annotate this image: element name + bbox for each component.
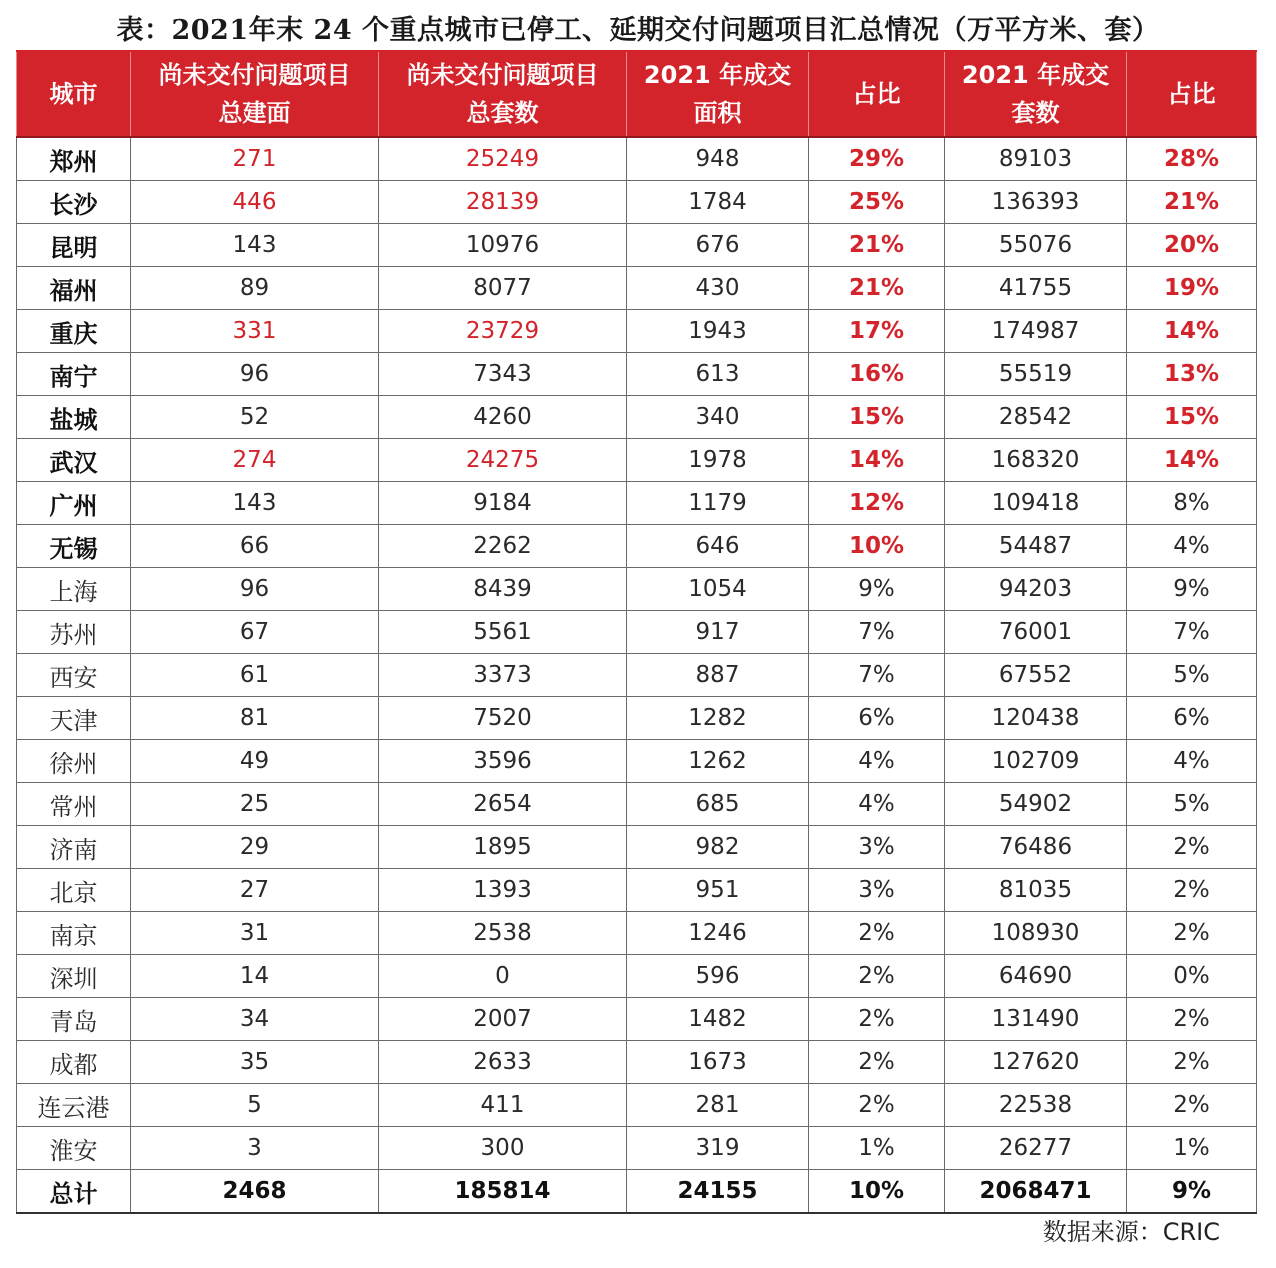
cell-total-units: 25249 [379, 137, 627, 181]
cell-units-share: 4% [1127, 525, 1257, 568]
cell-total-floor-area: 3 [131, 1127, 379, 1170]
cell-city: 重庆 [17, 310, 131, 353]
cell-total-units: 2654 [379, 783, 627, 826]
cell-city: 济南 [17, 826, 131, 869]
cell-sales-units: 76001 [945, 611, 1127, 654]
cell-total-units: 28139 [379, 181, 627, 224]
table-row [17, 396, 1257, 439]
cell-city: 北京 [17, 869, 131, 912]
table-row [17, 654, 1257, 697]
cell-total-floor-area: 29 [131, 826, 379, 869]
cell-units-share: 2% [1127, 912, 1257, 955]
cell-area-share: 29% [809, 137, 945, 181]
cell-sales-units: 54902 [945, 783, 1127, 826]
header-2021-sales-units: 2021 年成交 套数 [945, 51, 1127, 137]
cell-area-share: 6% [809, 697, 945, 740]
cell-area-share: 21% [809, 267, 945, 310]
cell-sales-units: 94203 [945, 568, 1127, 611]
cell-sales-area: 646 [627, 525, 809, 568]
cell-city: 盐城 [17, 396, 131, 439]
cell-units-share: 5% [1127, 783, 1257, 826]
cell-sales-area: 685 [627, 783, 809, 826]
cell-units-share: 28% [1127, 137, 1257, 181]
cell-sales-units: 109418 [945, 482, 1127, 525]
cell-total-floor-area: 52 [131, 396, 379, 439]
cell-area-share: 25% [809, 181, 945, 224]
cell-city: 上海 [17, 568, 131, 611]
cell-sales-area: 1673 [627, 1041, 809, 1084]
header-row [17, 51, 1257, 137]
cell-city: 徐州 [17, 740, 131, 783]
total-cell-total-units: 185814 [379, 1170, 627, 1214]
cell-area-share: 7% [809, 654, 945, 697]
total-cell-sales-area: 24155 [627, 1170, 809, 1214]
table-title: 表：2021年末 24 个重点城市已停工、延期交付问题项目汇总情况（万平方米、套） [116, 15, 1160, 46]
cell-total-units: 1895 [379, 826, 627, 869]
cell-total-floor-area: 274 [131, 439, 379, 482]
cell-total-units: 2262 [379, 525, 627, 568]
cell-city: 成都 [17, 1041, 131, 1084]
cell-city: 长沙 [17, 181, 131, 224]
cell-sales-units: 108930 [945, 912, 1127, 955]
cell-units-share: 20% [1127, 224, 1257, 267]
cell-total-floor-area: 5 [131, 1084, 379, 1127]
cell-city: 无锡 [17, 525, 131, 568]
cell-total-floor-area: 67 [131, 611, 379, 654]
cell-city: 深圳 [17, 955, 131, 998]
total-cell-city: 总计 [17, 1170, 131, 1214]
cell-total-units: 1393 [379, 869, 627, 912]
cell-units-share: 5% [1127, 654, 1257, 697]
table-row [17, 740, 1257, 783]
cell-sales-area: 1054 [627, 568, 809, 611]
table-row [17, 267, 1257, 310]
cell-sales-area: 1943 [627, 310, 809, 353]
table-row [17, 697, 1257, 740]
cell-area-share: 4% [809, 783, 945, 826]
cell-area-share: 2% [809, 912, 945, 955]
cell-total-units: 2007 [379, 998, 627, 1041]
cell-total-floor-area: 143 [131, 482, 379, 525]
cell-city: 天津 [17, 697, 131, 740]
cell-total-floor-area: 143 [131, 224, 379, 267]
cell-area-share: 10% [809, 525, 945, 568]
cell-total-floor-area: 331 [131, 310, 379, 353]
cell-total-units: 300 [379, 1127, 627, 1170]
table-row [17, 137, 1257, 181]
cell-area-share: 2% [809, 955, 945, 998]
cell-city: 青岛 [17, 998, 131, 1041]
cell-sales-units: 127620 [945, 1041, 1127, 1084]
cell-city: 连云港 [17, 1084, 131, 1127]
cell-city: 南京 [17, 912, 131, 955]
cell-total-floor-area: 35 [131, 1041, 379, 1084]
cell-sales-units: 76486 [945, 826, 1127, 869]
cell-sales-units: 136393 [945, 181, 1127, 224]
cell-units-share: 8% [1127, 482, 1257, 525]
cell-sales-units: 89103 [945, 137, 1127, 181]
cell-total-floor-area: 34 [131, 998, 379, 1041]
cell-area-share: 2% [809, 1084, 945, 1127]
cell-total-units: 10976 [379, 224, 627, 267]
total-cell-sales-units: 2068471 [945, 1170, 1127, 1214]
cell-city: 福州 [17, 267, 131, 310]
cell-area-share: 21% [809, 224, 945, 267]
cell-sales-area: 1978 [627, 439, 809, 482]
header-2021-sales-area: 2021 年成交 面积 [627, 51, 809, 137]
table-row [17, 998, 1257, 1041]
cell-total-floor-area: 14 [131, 955, 379, 998]
table-row [17, 439, 1257, 482]
cell-area-share: 4% [809, 740, 945, 783]
cell-units-share: 2% [1127, 869, 1257, 912]
table-row [17, 955, 1257, 998]
total-row [17, 1170, 1257, 1214]
cell-total-units: 3596 [379, 740, 627, 783]
cell-area-share: 16% [809, 353, 945, 396]
cell-sales-area: 1784 [627, 181, 809, 224]
table-row [17, 1127, 1257, 1170]
table-row [17, 783, 1257, 826]
cell-units-share: 9% [1127, 568, 1257, 611]
header-city: 城市 [17, 51, 131, 137]
table-row [17, 525, 1257, 568]
cell-total-units: 2538 [379, 912, 627, 955]
cell-total-floor-area: 271 [131, 137, 379, 181]
cell-sales-area: 951 [627, 869, 809, 912]
cell-sales-units: 64690 [945, 955, 1127, 998]
cell-total-floor-area: 66 [131, 525, 379, 568]
cell-city: 西安 [17, 654, 131, 697]
cell-area-share: 17% [809, 310, 945, 353]
cell-units-share: 14% [1127, 310, 1257, 353]
cell-city: 武汉 [17, 439, 131, 482]
header-area-share: 占比 [809, 51, 945, 137]
cell-total-units: 8077 [379, 267, 627, 310]
total-cell-units-share: 9% [1127, 1170, 1257, 1214]
cell-units-share: 2% [1127, 1084, 1257, 1127]
cell-total-units: 3373 [379, 654, 627, 697]
table-row [17, 611, 1257, 654]
cell-sales-area: 430 [627, 267, 809, 310]
cell-total-units: 7520 [379, 697, 627, 740]
cell-total-units: 24275 [379, 439, 627, 482]
cell-total-floor-area: 81 [131, 697, 379, 740]
cell-units-share: 21% [1127, 181, 1257, 224]
cell-city: 南宁 [17, 353, 131, 396]
table-row [17, 482, 1257, 525]
table-row [17, 1041, 1257, 1084]
table-row [17, 869, 1257, 912]
cell-total-floor-area: 27 [131, 869, 379, 912]
cell-area-share: 14% [809, 439, 945, 482]
cell-area-share: 2% [809, 998, 945, 1041]
cell-total-floor-area: 61 [131, 654, 379, 697]
cell-sales-units: 22538 [945, 1084, 1127, 1127]
table-row [17, 181, 1257, 224]
cell-city: 苏州 [17, 611, 131, 654]
cell-sales-units: 26277 [945, 1127, 1127, 1170]
cell-units-share: 2% [1127, 826, 1257, 869]
cell-city: 广州 [17, 482, 131, 525]
cell-total-units: 4260 [379, 396, 627, 439]
cell-sales-units: 102709 [945, 740, 1127, 783]
cell-total-floor-area: 25 [131, 783, 379, 826]
cell-sales-area: 1262 [627, 740, 809, 783]
cell-units-share: 0% [1127, 955, 1257, 998]
cell-sales-area: 340 [627, 396, 809, 439]
cell-units-share: 6% [1127, 697, 1257, 740]
cell-units-share: 2% [1127, 998, 1257, 1041]
cell-total-floor-area: 49 [131, 740, 379, 783]
cell-sales-area: 982 [627, 826, 809, 869]
cell-total-floor-area: 96 [131, 568, 379, 611]
table-row [17, 912, 1257, 955]
cell-sales-area: 596 [627, 955, 809, 998]
cell-sales-units: 55076 [945, 224, 1127, 267]
table-row [17, 224, 1257, 267]
cell-units-share: 19% [1127, 267, 1257, 310]
cell-total-floor-area: 31 [131, 912, 379, 955]
cell-total-units: 411 [379, 1084, 627, 1127]
cell-total-units: 0 [379, 955, 627, 998]
cell-units-share: 2% [1127, 1041, 1257, 1084]
cell-units-share: 14% [1127, 439, 1257, 482]
cell-sales-units: 131490 [945, 998, 1127, 1041]
table-body [17, 137, 1257, 1213]
cell-sales-area: 1246 [627, 912, 809, 955]
cell-city: 淮安 [17, 1127, 131, 1170]
cell-sales-units: 174987 [945, 310, 1127, 353]
table-row [17, 826, 1257, 869]
cell-total-floor-area: 96 [131, 353, 379, 396]
table-row [17, 353, 1257, 396]
cell-units-share: 15% [1127, 396, 1257, 439]
cell-sales-area: 948 [627, 137, 809, 181]
cell-sales-units: 120438 [945, 697, 1127, 740]
cell-area-share: 2% [809, 1041, 945, 1084]
cell-sales-area: 1282 [627, 697, 809, 740]
cell-city: 昆明 [17, 224, 131, 267]
header-units-share: 占比 [1127, 51, 1257, 137]
cell-units-share: 4% [1127, 740, 1257, 783]
cell-sales-units: 67552 [945, 654, 1127, 697]
cell-area-share: 15% [809, 396, 945, 439]
cell-total-units: 8439 [379, 568, 627, 611]
cell-sales-area: 1179 [627, 482, 809, 525]
cell-area-share: 3% [809, 826, 945, 869]
header-total-units: 尚未交付问题项目 总套数 [379, 51, 627, 137]
cell-sales-units: 54487 [945, 525, 1127, 568]
table-row [17, 568, 1257, 611]
cell-total-floor-area: 446 [131, 181, 379, 224]
cell-sales-area: 1482 [627, 998, 809, 1041]
cell-area-share: 12% [809, 482, 945, 525]
cell-city: 常州 [17, 783, 131, 826]
cell-sales-units: 81035 [945, 869, 1127, 912]
cell-sales-units: 28542 [945, 396, 1127, 439]
cell-sales-units: 168320 [945, 439, 1127, 482]
cell-sales-area: 887 [627, 654, 809, 697]
cell-sales-units: 55519 [945, 353, 1127, 396]
total-cell-area-share: 10% [809, 1170, 945, 1214]
cell-total-units: 2633 [379, 1041, 627, 1084]
cell-units-share: 7% [1127, 611, 1257, 654]
cell-sales-area: 676 [627, 224, 809, 267]
table-row [17, 310, 1257, 353]
data-source-note: 数据来源：CRIC [1042, 1218, 1220, 1246]
table-row [17, 1084, 1257, 1127]
header-total-floor-area: 尚未交付问题项目 总建面 [131, 51, 379, 137]
cell-total-units: 9184 [379, 482, 627, 525]
cell-units-share: 1% [1127, 1127, 1257, 1170]
cell-area-share: 9% [809, 568, 945, 611]
cell-area-share: 3% [809, 869, 945, 912]
cell-sales-area: 319 [627, 1127, 809, 1170]
cell-sales-area: 917 [627, 611, 809, 654]
cell-sales-area: 613 [627, 353, 809, 396]
cell-area-share: 1% [809, 1127, 945, 1170]
cell-sales-area: 281 [627, 1084, 809, 1127]
cell-area-share: 7% [809, 611, 945, 654]
cell-sales-units: 41755 [945, 267, 1127, 310]
cell-total-floor-area: 89 [131, 267, 379, 310]
cell-total-units: 7343 [379, 353, 627, 396]
cell-total-units: 5561 [379, 611, 627, 654]
summary-table [16, 50, 1257, 1214]
cell-units-share: 13% [1127, 353, 1257, 396]
cell-city: 郑州 [17, 137, 131, 181]
cell-total-units: 23729 [379, 310, 627, 353]
total-cell-total-floor-area: 2468 [131, 1170, 379, 1214]
